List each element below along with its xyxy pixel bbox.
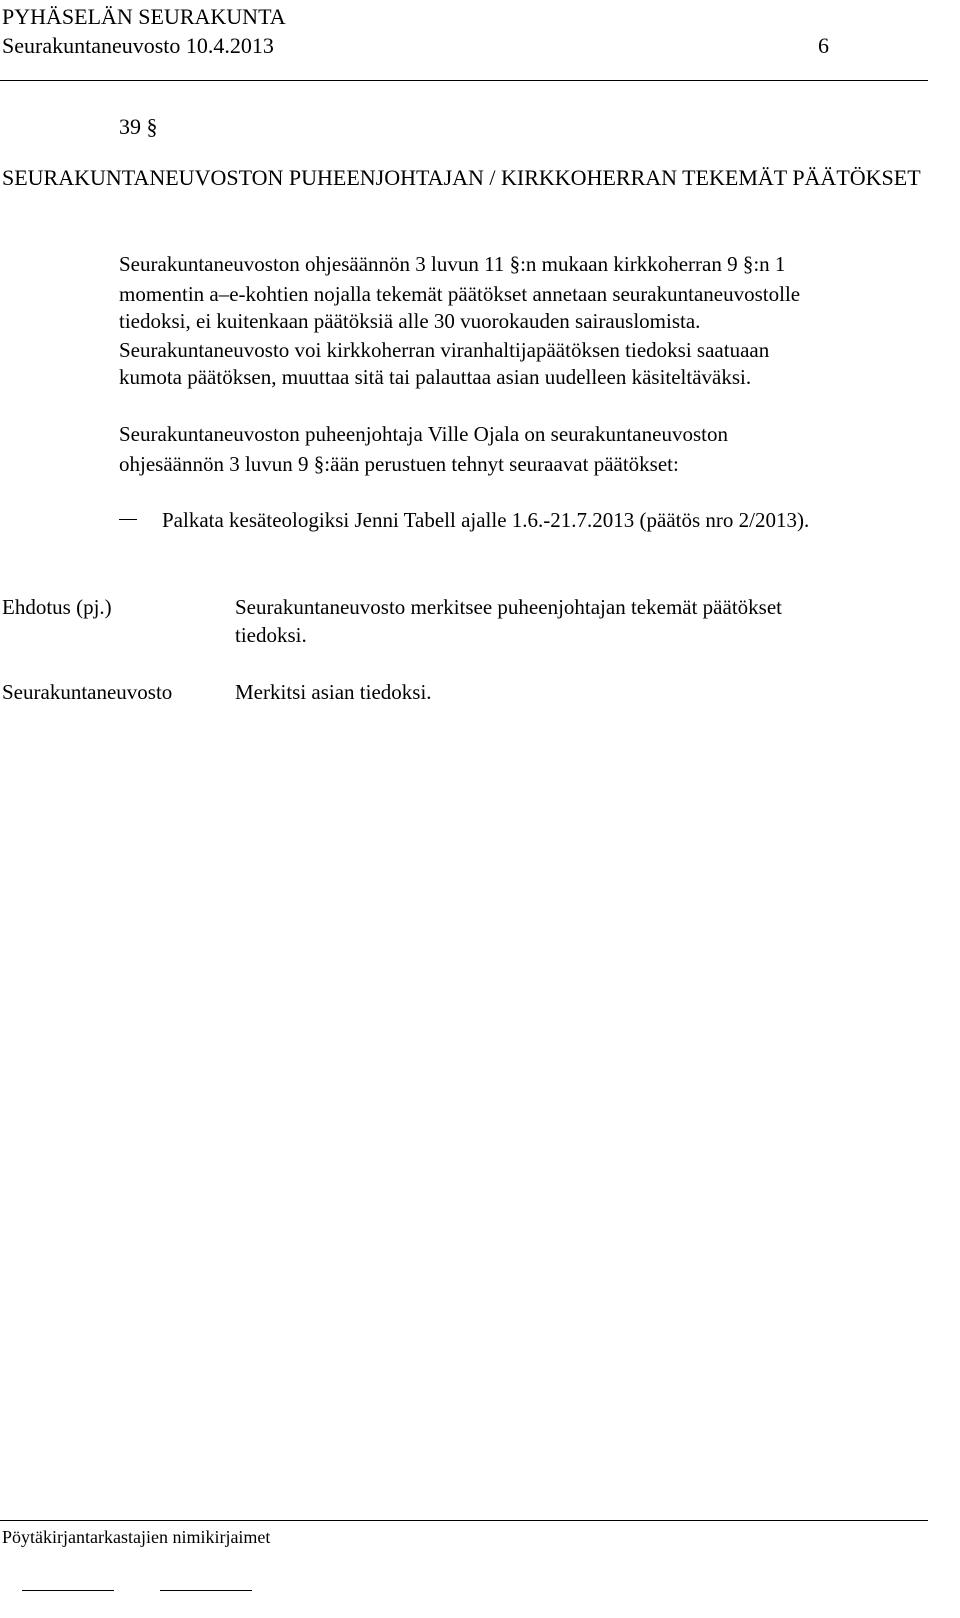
list-dash-icon	[119, 519, 137, 520]
resolution-label: Seurakuntaneuvosto	[2, 680, 173, 704]
paragraph-2-line: ohjesäännön 3 luvun 9 §:ään perustuen tehnyt seuraavat päätökset:	[119, 452, 679, 476]
signature-line-2	[160, 1590, 252, 1591]
header-rule	[0, 80, 928, 81]
signatures-label: Pöytäkirjantarkastajien nimikirjaimet	[2, 1527, 271, 1547]
footer-rule	[0, 1520, 928, 1521]
organization-name: PYHÄSELÄN SEURAKUNTA	[2, 4, 286, 29]
decision-item: Palkata kesäteologiksi Jenni Tabell ajalle 1.6.-21.7.2013 (päätös nro 2/2013).	[162, 508, 810, 532]
proposal-text-line: tiedoksi.	[235, 623, 307, 647]
paragraph-1-line: Seurakuntaneuvoston ohjesäännön 3 luvun 11 §:n mukaan kirkkoherran 9 §:n 1	[119, 252, 786, 276]
paragraph-1-line: Seurakuntaneuvosto voi kirkkoherran viranhaltijapäätöksen tiedoksi saatuaan	[119, 338, 770, 362]
paragraph-1-line: momentin a–e-kohtien nojalla tekemät päätökset annetaan seurakuntaneuvostolle	[119, 282, 801, 306]
paragraph-1-line: kumota päätöksen, muuttaa sitä tai palauttaa asian uudelleen käsiteltäväksi.	[119, 365, 752, 389]
signature-line-1	[22, 1590, 114, 1591]
proposal-label: Ehdotus (pj.)	[2, 595, 112, 619]
proposal-text-line: Seurakuntaneuvosto merkitsee puheenjohtajan tekemät päätökset	[235, 595, 782, 619]
page-number: 6	[818, 33, 829, 58]
paragraph-2-line: Seurakuntaneuvoston puheenjohtaja Ville Ojala on seurakuntaneuvoston	[119, 422, 728, 446]
meeting-line: Seurakuntaneuvosto 10.4.2013	[2, 33, 274, 58]
section-number: 39 §	[119, 114, 158, 139]
resolution-text: Merkitsi asian tiedoksi.	[235, 680, 432, 704]
paragraph-1-line: tiedoksi, ei kuitenkaan päätöksiä alle 30 vuorokauden sairauslomista.	[119, 309, 701, 333]
section-title: SEURAKUNTANEUVOSTON PUHEENJOHTAJAN / KIRKKOHERRAN TEKEMÄT PÄÄTÖKSET	[2, 165, 921, 190]
